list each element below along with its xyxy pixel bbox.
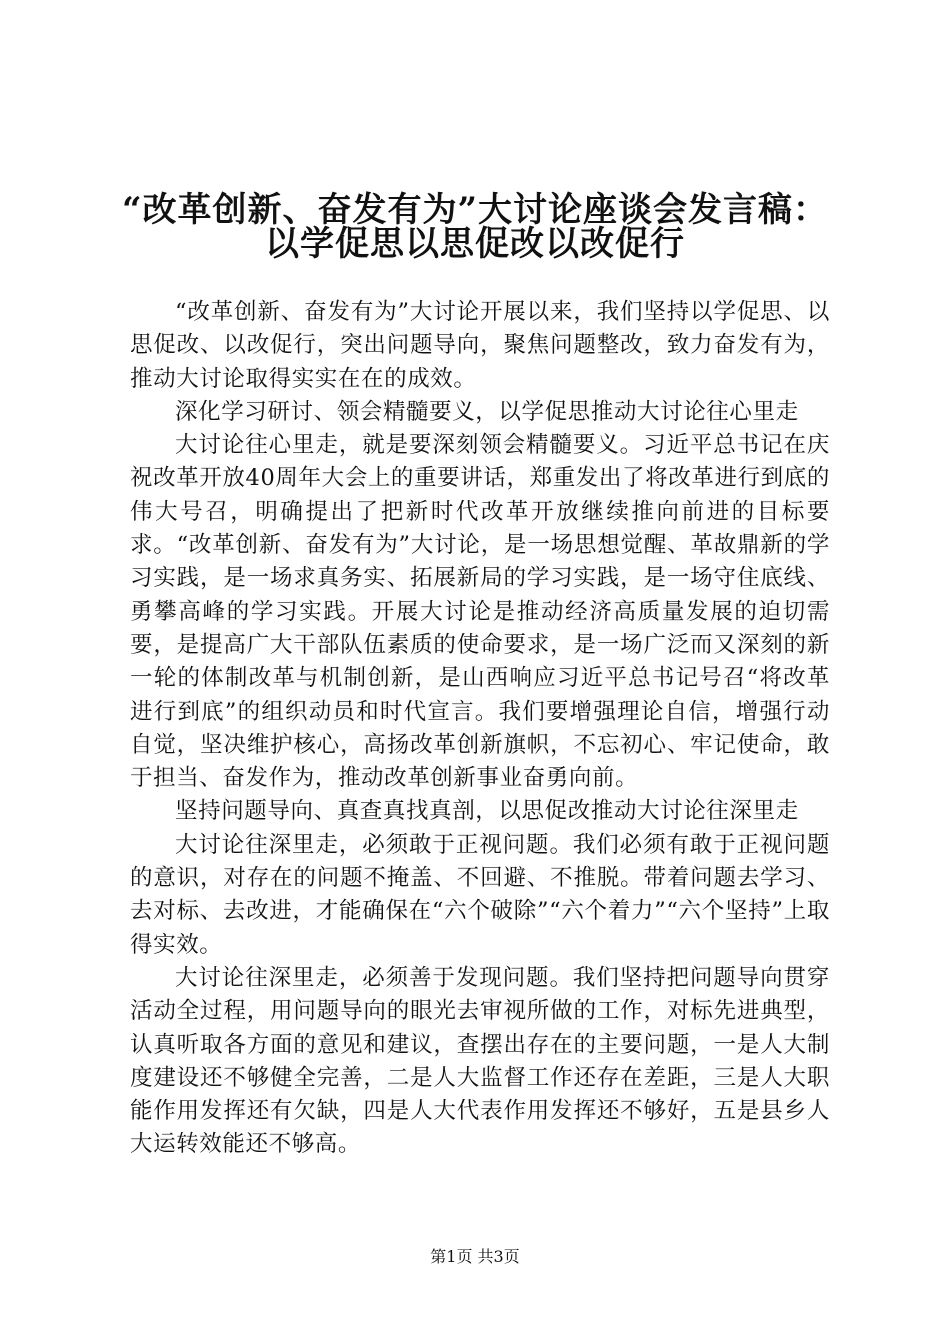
document-body (130, 296, 830, 1162)
section-heading-1: 深化学习研讨、领会精髓要义，以学促思推动大讨论往心里走 (175, 398, 799, 425)
paragraph-section-2b: 大讨论往深里走，必须善于发现问题。我们坚持把问题导向贯穿活动全过程，用问题导向的眼光去审视所做的工作，对标先进典型，认真听取各方面的意见和建议，查摆出存在的主要问题，一是人大制度建设还不够健全完善，二是人大监督工作还存在差距，三是人大职能作用发挥还有欠缺，四是人大代表作用发挥还不够好，五是县乡人大运转效能还不够高。 (130, 964, 830, 1158)
paragraph-section-1: 大讨论往心里走，就是要深刻领会精髓要义。习近平总书记在庆祝改革开放40周年大会上的重要讲话，郑重发出了将改革进行到底的伟大号召，明确提出了把新时代改革开放继续推向前进的目标要求。“改革创新、奋发有为”大讨论，是一场思想觉醒、革故鼎新的学习实践，是一场求真务实、拓展新局的学习实践，是一场守住底线、勇攀高峰的学习实践。开展大讨论是推动经济高质量发展的迫切需要，是提高广大干部队伍素质的使命要求，是一场广泛而又深刻的新一轮的体制改革与机制创新，是山西响应习近平总书记号召“将改革进行到底”的组织动员和时代宣言。我们要增强理论自信，增强行动自觉，坚决维护核心，高扬改革创新旗帜，不忘初心、牢记使命，敢于担当、奋发作为，推动改革创新事业奋勇向前。 (130, 432, 830, 792)
paragraph-intro: “改革创新、奋发有为”大讨论开展以来，我们坚持以学促思、以思促改、以改促行，突出问题导向，聚焦问题整改，致力奋发有为，推动大讨论取得实实在在的成效。 (130, 299, 830, 392)
document-title-line1: “改革创新、奋发有为”大讨论座谈会发言稿： (121, 190, 829, 230)
page-number-footer: 第1页 共3页 (430, 1247, 520, 1266)
paragraph-section-2a: 大讨论往深里走，必须敢于正视问题。我们必须有敢于正视问题的意识，对存在的问题不掩盖、不回避、不推脱。带着问题去学习、去对标、去改进，才能确保在“六个破除”“六个着力”“六个坚持”上取得实效。 (130, 831, 830, 958)
document-title-line2: 以学促思以思促改以改促行 (265, 224, 685, 264)
section-heading-2: 坚持问题导向、真查真找真剖，以思促改推动大讨论往深里走 (175, 798, 799, 825)
